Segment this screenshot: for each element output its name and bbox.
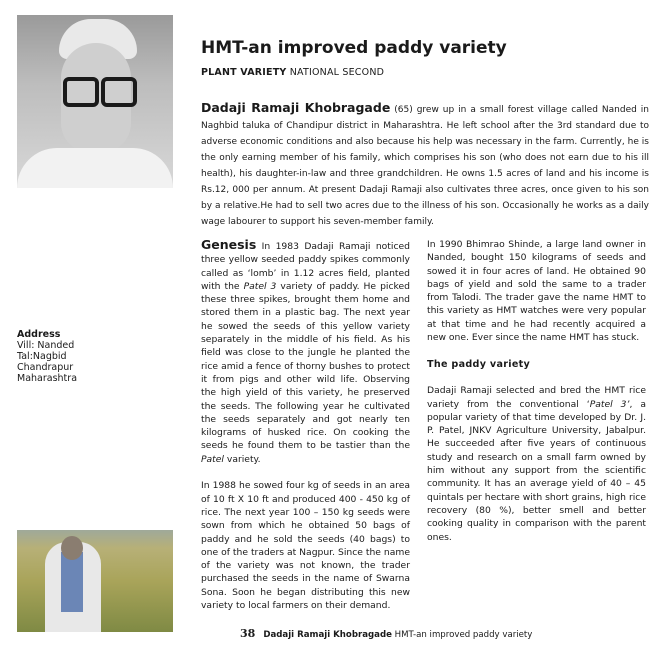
footer-title: HMT-an improved paddy variety (391, 630, 533, 640)
address-block (17, 329, 77, 384)
genesis-paragraph (201, 238, 410, 466)
paddy-variety-heading: The paddy variety (427, 358, 531, 370)
page-number: 38 (240, 627, 256, 640)
portrait-shirt-shape (17, 148, 173, 188)
paddy-field-photo (17, 530, 173, 632)
paddy-text: Dadaji Ramaji selected and bred the HMT rice variety from the conventional ‘ (427, 385, 646, 410)
portrait-photo (17, 15, 173, 188)
variety-name: Patel 3’ (589, 398, 630, 410)
genesis-paragraph-2: In 1988 he sowed four kg of seeds in an area of 10 ft X 10 ft and produced 400 - 450 kg of rice. The next year 100 – 150 kg seeds were sown from which he obtained 50 bags of paddy and he sold the seeds (40 bags) to one of the traders at Nagpur. Since the name of the variety was not known, the trader purchased the seeds in the name of Swarna Sona. Soon he began distributing this new variety to local farmers on their demand. (201, 480, 410, 612)
address-line: Maharashtra (17, 373, 78, 384)
page-title: HMT-an improved paddy variety (201, 38, 507, 58)
address-line: Chandrapur (17, 362, 74, 373)
intro-paragraph (201, 100, 649, 230)
farmer-head (61, 536, 83, 560)
footer-name: Dadaji Ramaji Khobragade (263, 630, 392, 640)
address-line: Tal:Nagbid (17, 351, 67, 362)
genesis-paragraph-3: In 1990 Bhimrao Shinde, a large land owner in Nanded, bought 150 kilograms of seeds and sowed it in four acres of land. He obtained 90 bags of yield and sold the same to a trader from Talodi. The trader gave the name HMT to this variety as HMT watches were very popular at that time and he had recently acquired a new one. Ever since the name HMT has stuck. (427, 239, 646, 344)
genesis-text: variety of paddy. He picked these three spikes, brought them home and stored them in a plastic bag. The next year he sowed the seeds of this yellow variety separately in the middle of his field. As his field was close to the jungle he planted the rice amid a fence of thorny bushes to protect it from pigs and other wild life. Observing the high yield of this variety, he preserved the seeds. The following year he cultivated the seeds separately and got nearly ten kilograms of husked rice. On cooking the seeds he found them to be tastier than the (201, 280, 410, 452)
page-footer (240, 627, 532, 640)
address-heading: Address (17, 329, 61, 340)
genesis-text: In 1983 Dadaji Ramaji noticed three yellow seeded paddy spikes commonly called as ‘lomb’ in 1.12 acres field, planted with the (201, 241, 410, 292)
portrait-glasses-left (63, 77, 99, 107)
farmer-scarf (61, 552, 83, 612)
body-column-left (201, 238, 410, 626)
portrait-glasses-right (101, 77, 137, 107)
body-column-right (427, 238, 646, 557)
category-line (201, 67, 384, 78)
genesis-heading: Genesis (201, 237, 257, 252)
intro-text: (65) grew up in a small forest village called Nanded in Naghbid taluka of Chandipur district in Maharashtra. He left school after the 3rd standard due to adverse economic conditions and also because his help was necessary in the farm. Currently, he is the only earning member of his family, which comprises his son (who does not earn due to his ill health), his daughter-in-law and three grandchildren. He owns 1.5 acres of land and his income is Rs.12, 000 per annum. At present Dadaji Ramaji also cultivates three acres, once given to his son by a relative.He had to sell two acres due to the illness of his son. Occasionally he works as a daily wage labourer to support his seven-member family. (201, 105, 649, 227)
innovator-name: Dadaji Ramaji Khobragade (201, 100, 391, 115)
address-line: Vill: Nanded (17, 340, 75, 351)
variety-name: Patel 3 (243, 280, 277, 292)
award-label: NATIONAL SECOND (289, 67, 385, 78)
variety-name: Patel (201, 453, 224, 465)
paddy-text: , a popular variety of that time developed by Dr. J. P. Patel, JNKV Agriculture University, Jabalpur. He succeeded after five years of continuous study and research on a small farm owned by him without any support from the scientific community. It has an average yield of 40 – 45 quintals per hectare with short grains, high rice recovery (80 %), better smell and better cooking quality in comparison with the parent ones. (427, 398, 646, 543)
genesis-text: variety. (223, 453, 261, 465)
category-label: PLANT VARIETY (201, 67, 287, 78)
paddy-variety-paragraph (427, 384, 646, 544)
